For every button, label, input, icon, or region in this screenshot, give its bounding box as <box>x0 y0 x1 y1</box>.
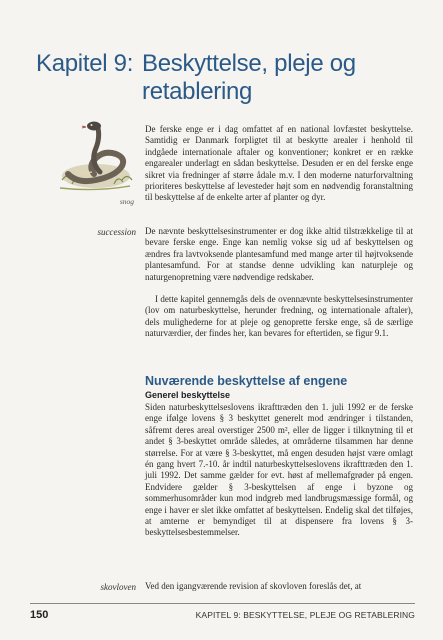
overview-paragraph: I dette kapitel gennemgås dels de ovennævnte beskyttelsesinstrumenter (lov om naturbeskyttelse, herunder fredning, og internationale aftaler), dels mulighederne for at pleje og genoprette ferske enge, så de særlige naturværdier, der findes her, kan bevares for eftertiden, se figur 9.1. <box>145 294 413 339</box>
sub-heading: Generel beskyttelse <box>145 390 231 400</box>
general-protection-paragraph: Siden naturbeskyttelseslovens ikrafttræden den 1. juli 1992 er de ferske enge ifølge lovens § 3 beskyttet generelt mod ændringer i tilstanden, såfremt deres areal overstiger 2500 m², eller de ligger i tilknytning til et andet § 3-beskyttet område således, at områderne tilsammen har denne størrelse. For at være § 3-beskyttet, må engen desuden højst være omlagt én gang hvert 7.-10. år indtil naturbeskyttelseslovens ikrafttræden den 1. juli 1992. Det samme gælder for evt. høst af mellemafgrøder på engen. Endvidere gælder § 3-beskyttelsen af enge i byzone og sommerhusområder kun mod indgreb med landbrugsmæssige formål, og enge i haver er slet ikke omfattet af beskyttelsen. Endelig skal det tilføjes, at amterne er bemyndiget til at dispensere fra lovens § 3-beskyttelsesbestemmelser. <box>145 402 413 538</box>
illustration-caption: snog <box>119 197 134 206</box>
snake-illustration <box>54 110 136 194</box>
intro-paragraph: De ferske enge er i dag omfattet af en national lovfæstet beskyttelse. Samtidig er Danmark forpligtet til at beskytte arealer i henhold til indgåede internationale aftaler og konventioner; konkret er en række engarealer underlagt en sådan beskyttelse. Desuden er en del ferske enge sikret via fredninger af større ådale m.v. I den moderne naturforvaltning prioriteres beskyttelse af levesteder højt som en nødvendig foranstaltning til beskyttelse af de enkelte arter af planter og dyr. <box>145 124 413 203</box>
chapter-name: Beskyttelse, pleje og retablering <box>142 50 356 105</box>
chapter-title <box>36 50 416 105</box>
section-heading: Nuværende beskyttelse af engene <box>145 374 348 388</box>
margin-note-succession: succession <box>97 227 136 237</box>
page-number: 150 <box>30 609 49 621</box>
footer-rule <box>30 603 415 604</box>
running-title: KAPITEL 9: BESKYTTELSE, PLEJE OG RETABLERING <box>195 610 415 620</box>
margin-note-skovloven: skovloven <box>100 582 136 592</box>
skovloven-paragraph: Ved den igangværende revision af skovloven foreslås det, at <box>145 581 362 591</box>
chapter-number: Kapitel 9: <box>36 50 134 77</box>
succession-paragraph: De nævnte beskyttelsesinstrumenter er dog ikke altid tilstrækkelige til at bevare ferske enge. Enge kan nemlig vokse sig ud af beskyttelsen og ændres fra lavtvoksende plantesamfund med mange arter til højtvoksende plantesamfund. For at standse denne udvikling kan naturpleje og naturgenopretning være nødvendige redskaber. <box>145 226 413 282</box>
